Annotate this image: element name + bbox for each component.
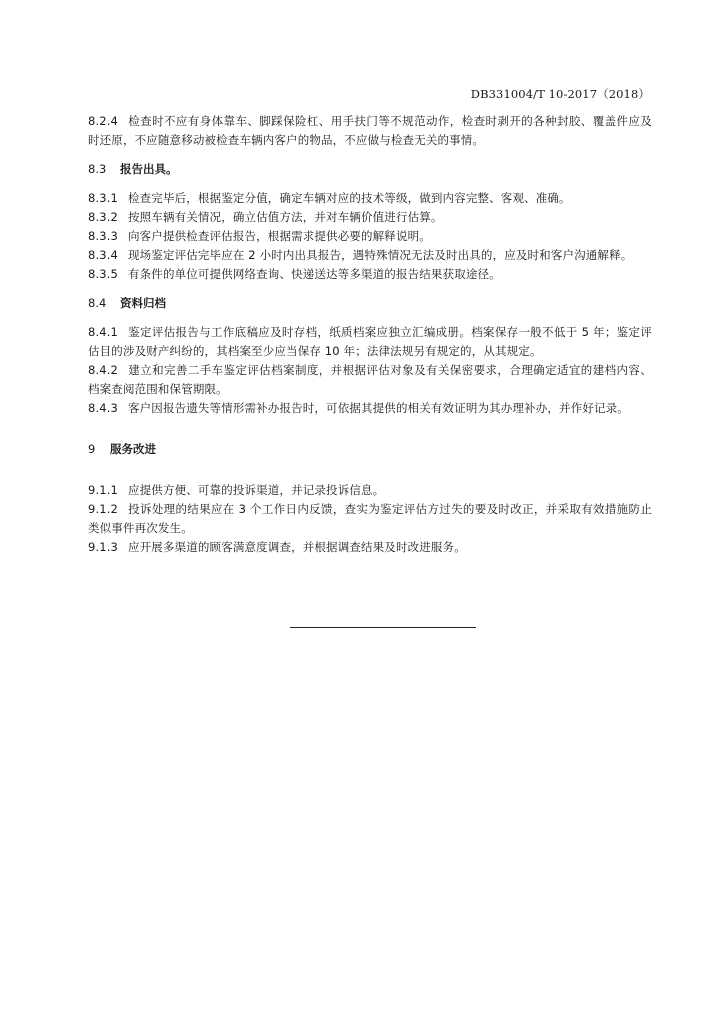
clause-text: 现场鉴定评估完毕应在 2 小时内出具报告，遇特殊情况无法及时出具的，应及时和客户沟通解释。	[128, 248, 633, 262]
clause-text: 检查时不应有身体靠车、脚踩保险杠、用手扶门等不规范动作，检查时剥开的各种封胶、覆盖件应及时还原，不应随意移动被检查车辆内客户的物品，不应做与检查无关的事情。	[88, 114, 652, 147]
document-body	[88, 112, 652, 557]
clause-9-1-2	[88, 500, 652, 538]
section-title: 报告出具。	[120, 162, 178, 176]
clause-8-4-1	[88, 323, 652, 361]
section-heading-8-3	[88, 160, 652, 179]
clause-8-4-3	[88, 399, 652, 418]
clause-number: 8.3.2	[88, 210, 119, 224]
clause-8-3-1	[88, 189, 652, 208]
clause-number: 8.4.3	[88, 401, 119, 415]
section-title: 资料归档	[120, 296, 166, 310]
clause-8-3-3	[88, 227, 652, 246]
clause-8-3-4	[88, 246, 652, 265]
clause-text: 建立和完善二手车鉴定评估档案制度，并根据评估对象及有关保密要求，合理确定适宜的建档内容、档案查阅范围和保管期限。	[88, 363, 652, 396]
clause-number: 8.3.5	[88, 267, 119, 281]
chapter-number: 9	[88, 442, 96, 456]
clause-number: 8.2.4	[88, 114, 119, 128]
clause-number: 9.1.3	[88, 540, 119, 554]
clause-8-3-5	[88, 265, 652, 284]
clause-number: 8.3.3	[88, 229, 119, 243]
end-of-document-rule	[290, 627, 476, 628]
clause-number: 8.4.2	[88, 363, 119, 377]
clause-text: 检查完毕后，根据鉴定分值，确定车辆对应的技术等级，做到内容完整、客观、准确。	[128, 191, 571, 205]
document-code: DB331004/T 10-2017（2018）	[470, 87, 650, 101]
clause-text: 鉴定评估报告与工作底稿应及时存档，纸质档案应独立汇编成册。档案保存一般不低于 5 年；鉴定评估目的涉及财产纠纷的，其档案至少应当保存 10 年；法律法规另有规定的，从其规定。	[88, 325, 652, 358]
clause-8-2-4	[88, 112, 652, 150]
clause-number: 9.1.2	[88, 502, 119, 516]
section-number: 8.4	[88, 296, 107, 310]
clause-number: 8.3.1	[88, 191, 119, 205]
section-heading-8-4	[88, 294, 652, 313]
clause-text: 投诉处理的结果应在 3 个工作日内反馈，查实为鉴定评估方过失的要及时改正，并采取有效措施防止类似事件再次发生。	[88, 502, 652, 535]
clause-number: 8.3.4	[88, 248, 119, 262]
clause-8-3-2	[88, 208, 652, 227]
chapter-title: 服务改进	[110, 442, 156, 456]
clause-number: 8.4.1	[88, 325, 119, 339]
clause-9-1-3	[88, 538, 652, 557]
section-number: 8.3	[88, 162, 107, 176]
clause-text: 向客户提供检查评估报告，根据需求提供必要的解释说明。	[128, 229, 431, 243]
clause-9-1-1	[88, 481, 652, 500]
clause-number: 9.1.1	[88, 483, 119, 497]
clause-8-4-2	[88, 361, 652, 399]
clause-text: 有条件的单位可提供网络查询、快递送达等多渠道的报告结果获取途径。	[128, 267, 501, 281]
clause-text: 按照车辆有关情况，确立估值方法，并对车辆价值进行估算。	[128, 210, 443, 224]
chapter-heading-9	[88, 440, 652, 459]
clause-text: 应提供方便、可靠的投诉渠道，并记录投诉信息。	[128, 483, 385, 497]
clause-text: 客户因报告遗失等情形需补办报告时，可依据其提供的相关有效证明为其办理补办，并作好记录。	[128, 401, 629, 415]
clause-text: 应开展多渠道的顾客满意度调查，并根据调查结果及时改进服务。	[128, 540, 466, 554]
